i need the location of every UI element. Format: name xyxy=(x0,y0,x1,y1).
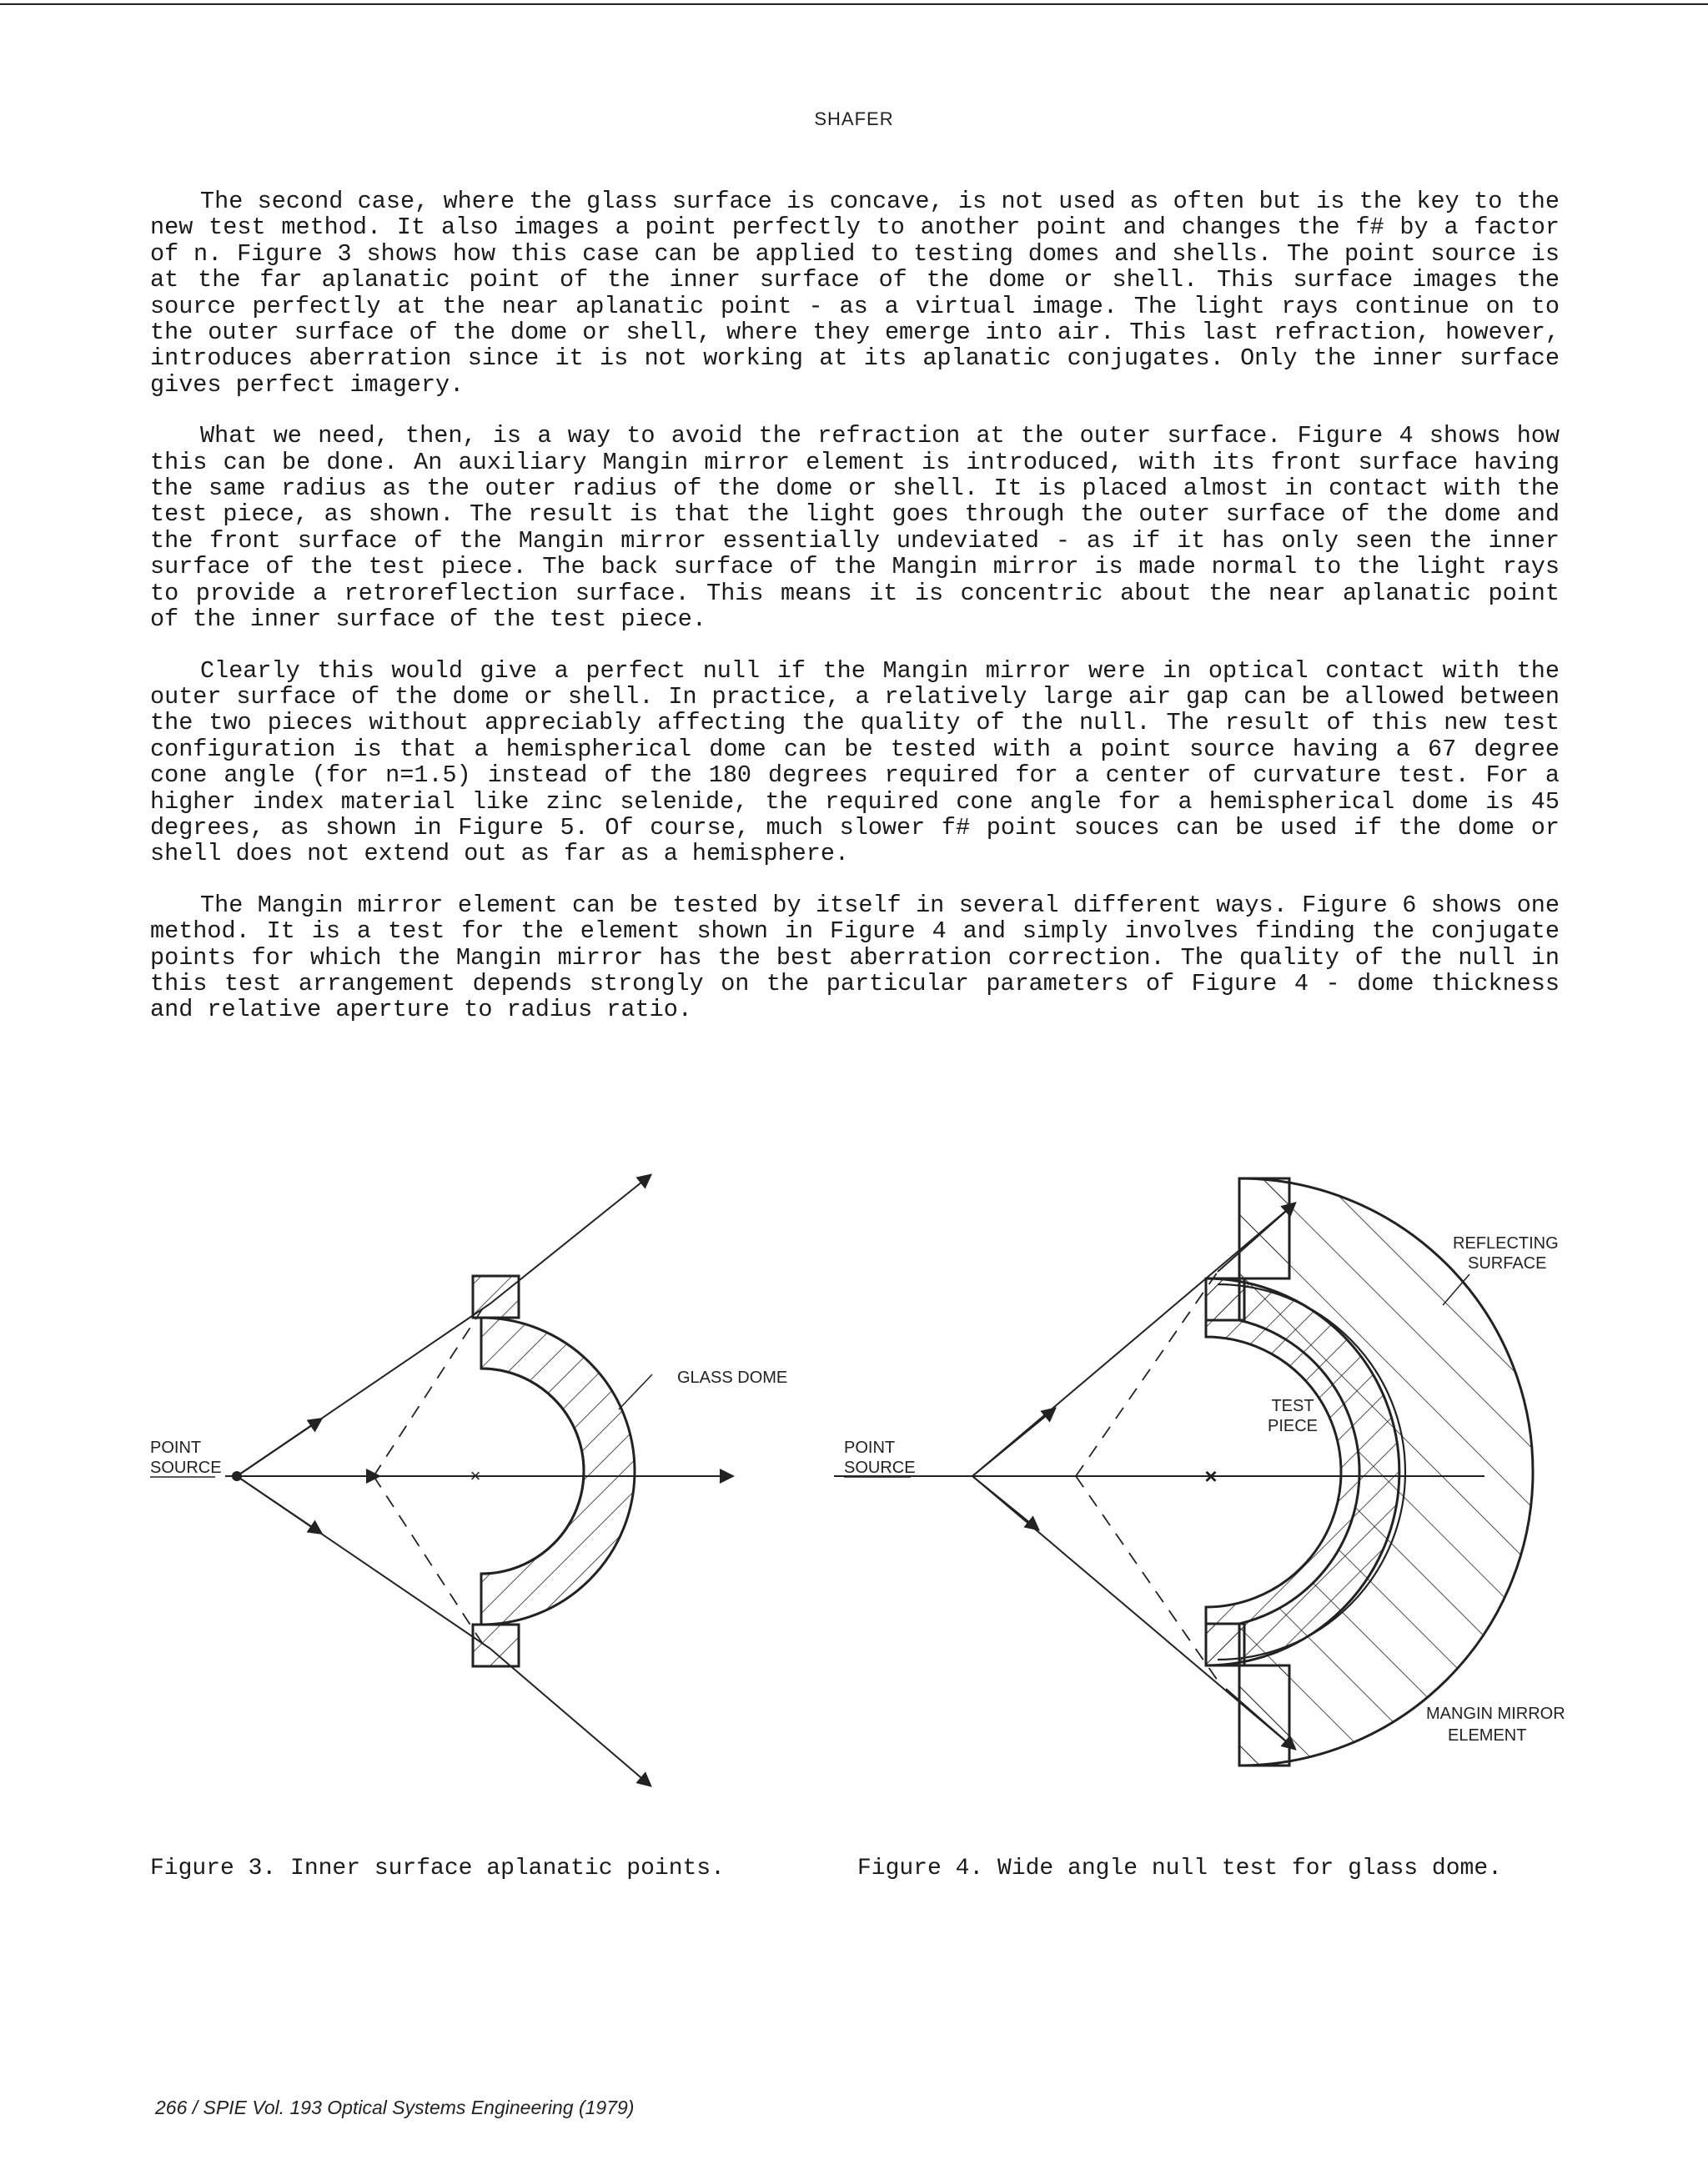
virtual-ray-lower xyxy=(374,1476,482,1643)
virtual-ray-upper xyxy=(374,1309,482,1476)
label-test: TEST xyxy=(1271,1397,1314,1415)
label-piece: PIECE xyxy=(1267,1417,1319,1435)
center-mark: × xyxy=(1204,1464,1218,1489)
figure-3-diagram xyxy=(142,1155,809,1806)
virtual-ray-lower xyxy=(1076,1476,1218,1680)
label-element: ELEMENT xyxy=(1448,1726,1527,1745)
label-point: POINT xyxy=(844,1439,896,1457)
figure-3-caption: Figure 3. Inner surface aplanatic points. xyxy=(150,1856,725,1881)
figure-3 xyxy=(142,1155,809,1806)
figure-4-caption: Figure 4. Wide angle null test for glass dome. xyxy=(857,1856,1502,1881)
figure-4-diagram xyxy=(826,1155,1593,1806)
body-text xyxy=(150,188,1560,1048)
label-glass-dome: GLASS DOME xyxy=(677,1369,788,1387)
footer-citation: 266 / SPIE Vol. 193 Optical Systems Engineering (1979) xyxy=(155,2097,635,2118)
paragraph-1: The second case, where the glass surface is concave, is not used as often but is the key to the new test method. It also images a point perfectly to another point and changes the f# by a factor of n. Figure 3 shows how this case can be applied to testing domes and shells. The point source is at the far aplanatic point of the inner surface of the dome or shell. This surface images the source perfectly at the near aplanatic point - as a virtual image. The light rays continue on to the outer surface of the dome or shell, where they emerge into air. This last refraction, however, introduces aberration since it is not working at its aplanatic conjugates. Only the inner surface gives perfect imagery. xyxy=(150,188,1560,399)
paragraph-2: What we need, then, is a way to avoid the refraction at the outer surface. Figure 4 shows how this can be done. An auxiliary Mangin mirror element is introduced, with its front surface having the same radius as the outer radius of the dome or shell. It is placed almost in contact with the test piece, as shown. The result is that the light goes through the outer surface of the dome and the front surface of the Mangin mirror essentially undeviated - as if it has only seen the inner surface of the test piece. The back surface of the Mangin mirror is made normal to the light rays to provide a retroreflection surface. This means it is concentric about the near aplanatic point of the inner surface of the test piece. xyxy=(150,422,1560,634)
label-source: SOURCE xyxy=(844,1459,916,1477)
label-point: POINT xyxy=(150,1439,202,1457)
top-rule xyxy=(0,3,1708,5)
label-surface: SURFACE xyxy=(1468,1254,1547,1273)
label-source: SOURCE xyxy=(150,1459,222,1477)
center-mark: × xyxy=(470,1465,481,1486)
paragraph-4: The Mangin mirror element can be tested by itself in several different ways. Figure 6 shows one method. It is a test for the element shown in Figure 4 and simply involves finding the conjugate points for which the Mangin mirror has the best aberration correction. The quality of the null in this test arrangement depends strongly on the particular parameters of Figure 4 - dome thickness and relative aperture to radius ratio. xyxy=(150,891,1560,1024)
dome-flange-bottom xyxy=(473,1625,519,1666)
label-mangin-mirror: MANGIN MIRROR xyxy=(1426,1705,1565,1723)
running-head: SHAFER xyxy=(814,108,894,129)
figure-4 xyxy=(826,1155,1593,1806)
label-reflecting: REFLECTING xyxy=(1453,1234,1559,1253)
glass-dome-shell xyxy=(481,1318,635,1625)
paragraph-3: Clearly this would give a perfect null if the Mangin mirror were in optical contact with the outer surface of the dome or shell. In practice, a relatively large air gap can be allowed between the two pieces without appreciably affecting the quality of the null. The result of this new test configuration is that a hemispherical dome can be tested with a point source having a 67 degree cone angle (for n=1.5) instead of the 180 degrees required for a center of curvature test. For a higher index material like zinc selenide, the required cone angle for a hemispherical dome is 45 degrees, as shown in Figure 5. Of course, much slower f# point souces can be used if the dome or shell does not extend out as far as a hemisphere. xyxy=(150,656,1560,868)
mangin-flange-bottom xyxy=(1239,1665,1289,1766)
virtual-ray-upper xyxy=(1076,1272,1218,1476)
